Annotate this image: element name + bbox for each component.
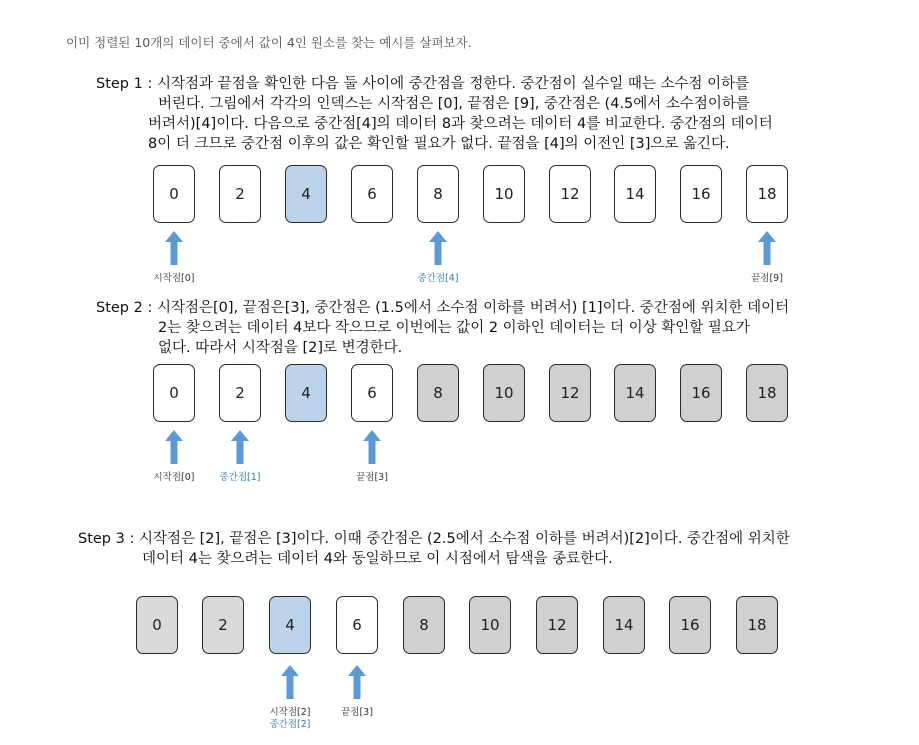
up-arrow-icon	[165, 231, 183, 265]
array-cell: 14	[614, 364, 656, 422]
array-cell: 14	[614, 165, 656, 223]
start-label: 시작점[0]	[153, 273, 195, 284]
start-label: 시작점[2]	[269, 707, 311, 718]
step1-line: 버린다. 그림에서 각각의 인덱스는 시작점은 [0], 끝점은 [9], 중간점은 (4.5에서 소수점이하를	[158, 96, 750, 112]
array-cell: 10	[483, 364, 525, 422]
step1-text	[96, 74, 773, 154]
array-cell: 4	[285, 165, 327, 223]
end-label: 끝점[3]	[356, 472, 388, 483]
end-label: 끝점[3]	[341, 707, 373, 718]
array-cell: 12	[549, 165, 591, 223]
step3-line: 데이터 4는 찾으려는 데이터 4와 동일하므로 이 시점에서 탐색을 종료한다.	[142, 551, 613, 567]
array-cell: 8	[403, 596, 445, 654]
step2-line: 2는 찾으려는 데이터 4보다 작으므로 이번에는 값이 2 이하인 데이터는 더 이상 확인할 필요가	[158, 320, 750, 336]
up-arrow-icon	[363, 430, 381, 464]
array-cell: 2	[202, 596, 244, 654]
start-label: 시작점[0]	[153, 472, 195, 483]
mid-label: 중간점[2]	[269, 719, 311, 730]
up-arrow-icon	[165, 430, 183, 464]
step2-line: Step 2 : 시작점은[0], 끝점은[3], 중간점은 (1.5에서 소수점 이하를 버려서) [1]이다. 중간점에 위치한 데이터	[96, 300, 790, 316]
up-arrow-icon	[429, 231, 447, 265]
step3-line: Step 3 : 시작점은 [2], 끝점은 [3]이다. 이때 중간점은 (2.5에서 소수점 이하를 버려서)[2]이다. 중간점에 위치한	[78, 531, 790, 547]
array-cell: 0	[136, 596, 178, 654]
array-cell: 18	[736, 596, 778, 654]
array-cell: 16	[680, 364, 722, 422]
up-arrow-icon	[348, 665, 366, 699]
array-cell: 14	[603, 596, 645, 654]
array-cell: 16	[669, 596, 711, 654]
up-arrow-icon	[231, 430, 249, 464]
step1-line: Step 1 : 시작점과 끝점을 확인한 다음 둘 사이에 중간점을 정한다. 중간점이 실수일 때는 소수점 이하를	[96, 76, 750, 92]
array-cell: 4	[285, 364, 327, 422]
mid-label: 중간점[4]	[417, 273, 459, 284]
up-arrow-icon	[758, 231, 776, 265]
array-cell: 6	[351, 364, 393, 422]
array-cell: 2	[219, 364, 261, 422]
array-cell: 10	[483, 165, 525, 223]
array-cell: 8	[417, 364, 459, 422]
array-cell: 4	[269, 596, 311, 654]
mid-label: 중간점[1]	[219, 472, 261, 483]
step3-text	[78, 529, 790, 569]
array-cell: 10	[469, 596, 511, 654]
step1-line: 버려서)[4]이다. 다음으로 중간점[4]의 데이터 8과 찾으려는 데이터 4를 비교한다. 중간점의 데이터	[148, 116, 773, 132]
step2-text	[96, 298, 789, 358]
step2-line: 없다. 따라서 시작점을 [2]로 변경한다.	[158, 340, 403, 356]
array-cell: 16	[680, 165, 722, 223]
end-label: 끝점[9]	[751, 273, 783, 284]
step1-line: 8이 더 크므로 중간점 이후의 값은 확인할 필요가 없다. 끝점을 [4]의 이전인 [3]으로 옮긴다.	[148, 136, 730, 152]
array-cell: 18	[746, 364, 788, 422]
intro-text: 이미 정렬된 10개의 데이터 중에서 값이 4인 원소를 찾는 예시를 살펴보자.	[66, 35, 472, 50]
array-cell: 8	[417, 165, 459, 223]
array-cell: 12	[536, 596, 578, 654]
array-cell: 0	[153, 165, 195, 223]
array-cell: 12	[549, 364, 591, 422]
array-cell: 2	[219, 165, 261, 223]
up-arrow-icon	[281, 665, 299, 699]
array-cell: 6	[351, 165, 393, 223]
array-cell: 0	[153, 364, 195, 422]
array-cell: 18	[746, 165, 788, 223]
array-cell: 6	[336, 596, 378, 654]
